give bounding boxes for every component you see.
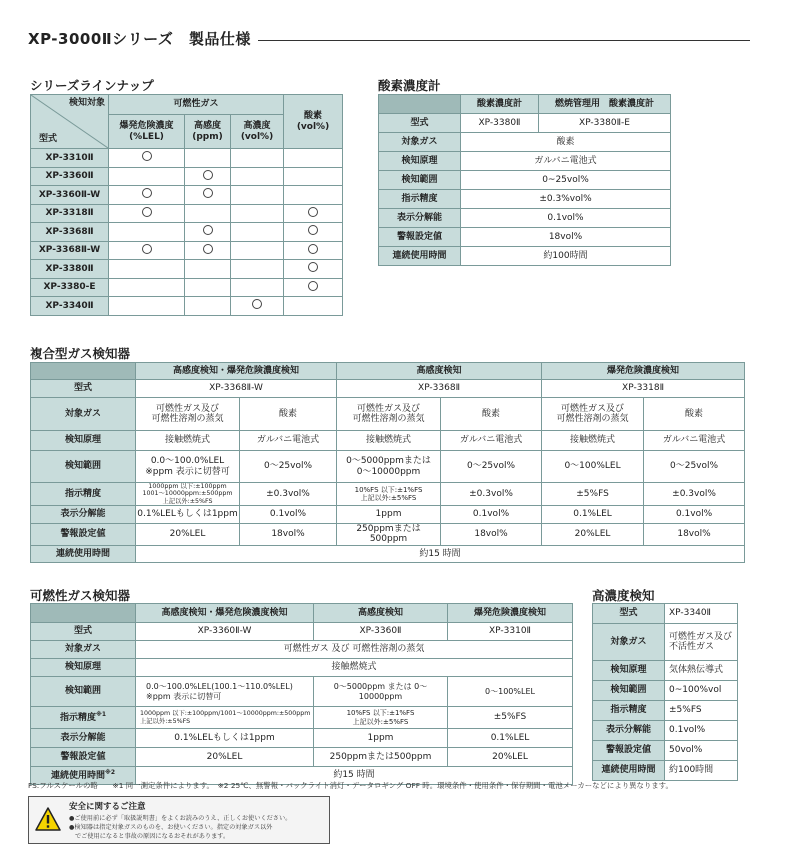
composite-label-gas: 対象ガス — [31, 398, 136, 431]
flammable-model-1: XP-3360Ⅱ-W — [136, 623, 314, 641]
high-conc-row — [593, 741, 738, 761]
lineup-cell — [109, 149, 185, 168]
flammable-accuracy-cell: 1000ppm 以下:±100ppm/1001～10000ppm:±500ppm 上記以外:±5%FS — [136, 707, 314, 729]
flammable-model-3: XP-3310Ⅱ — [448, 623, 573, 641]
oxygen-table — [378, 94, 671, 266]
lineup-model: XP-3368Ⅱ-W — [31, 241, 109, 260]
high-conc-value: 0~100%vol — [665, 681, 738, 701]
composite-title: 複合型ガス検知器 — [30, 346, 131, 361]
flammable-table — [30, 603, 573, 785]
flammable-time-label: 連続使用時間 — [50, 770, 105, 781]
warning-icon — [35, 807, 61, 831]
flammable-gas-value: 可燃性ガス 及び 可燃性溶剤の蒸気 — [136, 641, 573, 659]
lineup-cell — [284, 241, 343, 260]
composite-resolution-cell: 0.1vol% — [441, 506, 542, 524]
lineup-cell — [185, 241, 231, 260]
lineup-col-vol: 高濃度 (vol%) — [231, 115, 284, 149]
composite-gas-cell: 酸素 — [240, 398, 337, 431]
safety-notice — [28, 796, 330, 844]
high-conc-value: 気体熱伝導式 — [665, 661, 738, 681]
lineup-cell — [284, 167, 343, 186]
composite-accuracy-cell: ±0.3vol% — [240, 483, 337, 506]
composite-principle-cell: ガルバニ電池式 — [441, 431, 542, 451]
lineup-cell — [109, 223, 185, 242]
high-conc-row — [593, 721, 738, 741]
circle-mark-icon — [203, 225, 213, 235]
lineup-cell — [185, 278, 231, 297]
flammable-accuracy-note: ※1 — [96, 710, 107, 718]
high-conc-label: 検知範囲 — [593, 681, 665, 701]
composite-range-cell: 0～25vol% — [240, 451, 337, 483]
oxygen-model-1: XP-3380Ⅱ — [461, 114, 539, 133]
high-conc-label: 連続使用時間 — [593, 761, 665, 781]
lineup-cell — [231, 278, 284, 297]
lineup-cell — [109, 260, 185, 279]
flammable-group-1: 高感度検知・爆発危険濃度検知 — [136, 604, 314, 623]
composite-principle-cell: 接触燃焼式 — [542, 431, 644, 451]
composite-range-cell: 0.0～100.0%LEL ※ppm 表示に切替可 — [136, 451, 240, 483]
high-conc-row — [593, 624, 738, 661]
flammable-label-alarm: 警報設定値 — [31, 748, 136, 767]
lineup-model: XP-3340Ⅱ — [31, 297, 109, 316]
flammable-label-range: 検知範囲 — [31, 677, 136, 707]
composite-model-3: XP-3318Ⅱ — [542, 380, 745, 398]
circle-mark-icon — [142, 207, 152, 217]
lineup-cell — [284, 223, 343, 242]
flammable-time-note: ※2 — [105, 768, 116, 776]
circle-mark-icon — [142, 244, 152, 254]
composite-principle-cell: 接触燃焼式 — [136, 431, 240, 451]
high-conc-label: 型式 — [593, 604, 665, 624]
composite-alarm-cell: 18vol% — [644, 524, 745, 546]
flammable-group-2: 高感度検知 — [314, 604, 448, 623]
safety-line-3: でご使用になると事故の原因になるおそれがあります。 — [75, 833, 230, 840]
oxygen-label: 対象ガス — [379, 133, 461, 152]
flammable-group-3: 爆発危険濃度検知 — [448, 604, 573, 623]
oxygen-value: 18vol% — [461, 228, 671, 247]
lineup-table — [30, 94, 343, 316]
flammable-alarm-cell: 250ppmまたは500ppm — [314, 748, 448, 767]
lineup-cell — [185, 223, 231, 242]
flammable-principle-value: 接触燃焼式 — [136, 659, 573, 677]
lineup-cell — [284, 149, 343, 168]
lineup-cell — [284, 297, 343, 316]
lineup-model: XP-3380Ⅱ — [31, 260, 109, 279]
lineup-row — [31, 186, 343, 205]
composite-accuracy-cell: ±0.3vol% — [644, 483, 745, 506]
high-conc-table — [592, 603, 738, 781]
composite-range-cell: 0～25vol% — [644, 451, 745, 483]
flammable-label-resolution: 表示分解能 — [31, 729, 136, 748]
composite-resolution-cell: 0.1%LEL — [542, 506, 644, 524]
lineup-cell — [231, 167, 284, 186]
flammable-time-value: 約15 時間 — [136, 767, 573, 785]
oxygen-label: 表示分解能 — [379, 209, 461, 228]
flammable-title: 可燃性ガス検知器 — [30, 588, 131, 603]
composite-label-model: 型式 — [31, 380, 136, 398]
composite-alarm-cell: 20%LEL — [136, 524, 240, 546]
oxygen-head-2: 燃焼管理用 酸素濃度計 — [539, 95, 671, 114]
circle-mark-icon — [308, 207, 318, 217]
lineup-corner — [31, 95, 109, 149]
composite-alarm-cell: 250ppmまたは500ppm — [337, 524, 441, 546]
composite-resolution-cell: 0.1vol% — [240, 506, 337, 524]
composite-resolution-cell: 0.1vol% — [644, 506, 745, 524]
high-conc-label: 検知原理 — [593, 661, 665, 681]
flammable-alarm-cell: 20%LEL — [448, 748, 573, 767]
oxygen-row — [379, 133, 671, 152]
circle-mark-icon — [308, 281, 318, 291]
circle-mark-icon — [203, 170, 213, 180]
circle-mark-icon — [203, 188, 213, 198]
flammable-range-cell: 0.0～100.0%LEL(100.1～110.0%LEL) ※ppm 表示に切替可 — [136, 677, 314, 707]
lineup-row — [31, 241, 343, 260]
composite-group-1: 高感度検知・爆発危険濃度検知 — [136, 363, 337, 380]
oxygen-row — [379, 228, 671, 247]
composite-group-2: 高感度検知 — [337, 363, 542, 380]
composite-table — [30, 362, 745, 563]
composite-label-alarm: 警報設定値 — [31, 524, 136, 546]
high-conc-label: 警報設定値 — [593, 741, 665, 761]
flammable-alarm-cell: 20%LEL — [136, 748, 314, 767]
composite-accuracy-cell: ±5%FS — [542, 483, 644, 506]
high-conc-row — [593, 661, 738, 681]
flammable-resolution-cell: 0.1%LELもしくは1ppm — [136, 729, 314, 748]
composite-alarm-cell: 18vol% — [441, 524, 542, 546]
lineup-cell — [185, 167, 231, 186]
high-conc-row — [593, 761, 738, 781]
title-rule — [258, 40, 750, 41]
lineup-cell — [231, 223, 284, 242]
lineup-row — [31, 260, 343, 279]
lineup-model: XP-3380-E — [31, 278, 109, 297]
lineup-model: XP-3368Ⅱ — [31, 223, 109, 242]
oxygen-label: 検知原理 — [379, 152, 461, 171]
lineup-cell — [109, 204, 185, 223]
flammable-accuracy-label: 指示精度 — [59, 712, 96, 723]
circle-mark-icon — [308, 244, 318, 254]
circle-mark-icon — [142, 188, 152, 198]
composite-principle-cell: ガルバニ電池式 — [644, 431, 745, 451]
flammable-accuracy-cell: ±5%FS — [448, 707, 573, 729]
lineup-cell — [231, 241, 284, 260]
composite-alarm-cell: 18vol% — [240, 524, 337, 546]
high-conc-title: 高濃度検知 — [592, 588, 655, 603]
composite-accuracy-cell: 10%FS 以下:±1%FS 上記以外:±5%FS — [337, 483, 441, 506]
lineup-row — [31, 149, 343, 168]
flammable-range-cell: 0～5000ppm または 0～10000ppm — [314, 677, 448, 707]
composite-label-time: 連続使用時間 — [31, 545, 136, 562]
lineup-cell — [109, 241, 185, 260]
flammable-label-principle: 検知原理 — [31, 659, 136, 677]
flammable-corner — [31, 604, 136, 623]
lineup-row — [31, 223, 343, 242]
composite-label-range: 検知範囲 — [31, 451, 136, 483]
high-conc-row — [593, 604, 738, 624]
composite-time-value: 約15 時間 — [136, 545, 745, 562]
circle-mark-icon — [308, 225, 318, 235]
flammable-model-2: XP-3360Ⅱ — [314, 623, 448, 641]
lineup-col-ppm: 高感度 (ppm) — [185, 115, 231, 149]
high-conc-label: 表示分解能 — [593, 721, 665, 741]
oxygen-value: ±0.3%vol% — [461, 190, 671, 209]
flammable-resolution-cell: 1ppm — [314, 729, 448, 748]
lineup-cell — [109, 186, 185, 205]
composite-model-1: XP-3368Ⅱ-W — [136, 380, 337, 398]
lineup-cell — [109, 278, 185, 297]
lineup-cell — [185, 204, 231, 223]
composite-resolution-cell: 0.1%LELもしくは1ppm — [136, 506, 240, 524]
oxygen-label: 連続使用時間 — [379, 247, 461, 266]
flammable-label-model: 型式 — [31, 623, 136, 641]
oxygen-row — [379, 247, 671, 266]
high-conc-value: ±5%FS — [665, 701, 738, 721]
lineup-cell — [185, 260, 231, 279]
composite-resolution-cell: 1ppm — [337, 506, 441, 524]
flammable-label-accuracy — [31, 707, 136, 729]
composite-model-2: XP-3368Ⅱ — [337, 380, 542, 398]
lineup-row — [31, 278, 343, 297]
oxygen-label-model: 型式 — [379, 114, 461, 133]
composite-principle-cell: ガルバニ電池式 — [240, 431, 337, 451]
lineup-cell — [231, 204, 284, 223]
lineup-cell — [185, 297, 231, 316]
high-conc-label: 対象ガス — [593, 624, 665, 661]
lineup-cell — [185, 149, 231, 168]
safety-title: 安全に関するご注意 — [69, 802, 146, 812]
composite-label-principle: 検知原理 — [31, 431, 136, 451]
lineup-col-lel: 爆発危険濃度 (%LEL) — [109, 115, 185, 149]
lineup-cell — [231, 297, 284, 316]
oxygen-row — [379, 152, 671, 171]
oxygen-value: 0~25vol% — [461, 171, 671, 190]
composite-group-3: 爆発危険濃度検知 — [542, 363, 745, 380]
lineup-row — [31, 297, 343, 316]
oxygen-label: 指示精度 — [379, 190, 461, 209]
footnote: FS:フルスケールの略 ※1 同一測定条件によります。 ※2 25℃、無警報・バックライト消灯・データロギング OFF 時。環境条件・使用条件・保存期間・電池メーカーなどにより異なります。 — [28, 781, 673, 790]
page-title: XP-3000Ⅱシリーズ 製品仕様 — [28, 30, 251, 48]
composite-range-cell: 0～100%LEL — [542, 451, 644, 483]
oxygen-label: 検知範囲 — [379, 171, 461, 190]
lineup-cell — [109, 167, 185, 186]
lineup-model: XP-3310Ⅱ — [31, 149, 109, 168]
oxygen-value: 約100時間 — [461, 247, 671, 266]
composite-label-accuracy: 指示精度 — [31, 483, 136, 506]
lineup-cell — [284, 204, 343, 223]
composite-gas-cell: 酸素 — [644, 398, 745, 431]
flammable-range-cell: 0～100%LEL — [448, 677, 573, 707]
lineup-model: XP-3318Ⅱ — [31, 204, 109, 223]
safety-line-1: ●ご使用前に必ず「取扱説明書」をよくお読みのうえ、正しくお使いください。 — [69, 815, 292, 822]
lineup-title: シリーズラインナップ — [30, 78, 154, 93]
high-conc-label: 指示精度 — [593, 701, 665, 721]
circle-mark-icon — [203, 244, 213, 254]
composite-range-cell: 0～25vol% — [441, 451, 542, 483]
high-conc-row — [593, 701, 738, 721]
lineup-corner-bottom: 型式 — [39, 133, 58, 144]
high-conc-value: XP-3340Ⅱ — [665, 604, 738, 624]
oxygen-corner — [379, 95, 461, 114]
oxygen-row — [379, 209, 671, 228]
oxygen-head-1: 酸素濃度計 — [461, 95, 539, 114]
composite-label-resolution: 表示分解能 — [31, 506, 136, 524]
high-conc-value: 可燃性ガス及び 不活性ガス — [665, 624, 738, 661]
composite-corner — [31, 363, 136, 380]
high-conc-value: 約100時間 — [665, 761, 738, 781]
composite-principle-cell: 接触燃焼式 — [337, 431, 441, 451]
circle-mark-icon — [252, 299, 262, 309]
lineup-row — [31, 204, 343, 223]
composite-gas-cell: 可燃性ガス及び 可燃性溶剤の蒸気 — [136, 398, 240, 431]
lineup-group-flammable: 可燃性ガス — [109, 95, 284, 115]
lineup-col-o2: 酸素 (vol%) — [284, 95, 343, 149]
composite-gas-cell: 可燃性ガス及び 可燃性溶剤の蒸気 — [542, 398, 644, 431]
oxygen-value: ガルバニ電池式 — [461, 152, 671, 171]
lineup-model: XP-3360Ⅱ — [31, 167, 109, 186]
oxygen-title: 酸素濃度計 — [378, 78, 441, 93]
oxygen-value: 酸素 — [461, 133, 671, 152]
lineup-model: XP-3360Ⅱ-W — [31, 186, 109, 205]
high-conc-row — [593, 681, 738, 701]
high-conc-value: 0.1vol% — [665, 721, 738, 741]
oxygen-label: 警報設定値 — [379, 228, 461, 247]
lineup-cell — [284, 186, 343, 205]
high-conc-value: 50vol% — [665, 741, 738, 761]
composite-alarm-cell: 20%LEL — [542, 524, 644, 546]
lineup-cell — [231, 186, 284, 205]
circle-mark-icon — [142, 151, 152, 161]
flammable-label-gas: 対象ガス — [31, 641, 136, 659]
composite-gas-cell: 酸素 — [441, 398, 542, 431]
flammable-accuracy-cell: 10%FS 以下:±1%FS 上記以外:±5%FS — [314, 707, 448, 729]
lineup-cell — [109, 297, 185, 316]
composite-accuracy-cell: ±0.3vol% — [441, 483, 542, 506]
lineup-corner-top: 検知対象 — [68, 98, 105, 108]
lineup-cell — [284, 278, 343, 297]
oxygen-row — [379, 190, 671, 209]
oxygen-value: 0.1vol% — [461, 209, 671, 228]
circle-mark-icon — [308, 262, 318, 272]
composite-gas-cell: 可燃性ガス及び 可燃性溶剤の蒸気 — [337, 398, 441, 431]
composite-accuracy-cell: 1000ppm 以下:±100ppm 1001～10000ppm:±500ppm 上記以外:±5%FS — [136, 483, 240, 506]
composite-range-cell: 0～5000ppmまたは 0～10000ppm — [337, 451, 441, 483]
lineup-cell — [185, 186, 231, 205]
oxygen-model-2: XP-3380Ⅱ-E — [539, 114, 671, 133]
lineup-cell — [231, 149, 284, 168]
lineup-cell — [284, 260, 343, 279]
lineup-row — [31, 167, 343, 186]
lineup-cell — [231, 260, 284, 279]
oxygen-row — [379, 171, 671, 190]
flammable-resolution-cell: 0.1%LEL — [448, 729, 573, 748]
safety-line-2: ●検知器は指定対象ガスのものを、お使いください。指定の対象ガス以外 — [69, 824, 273, 831]
